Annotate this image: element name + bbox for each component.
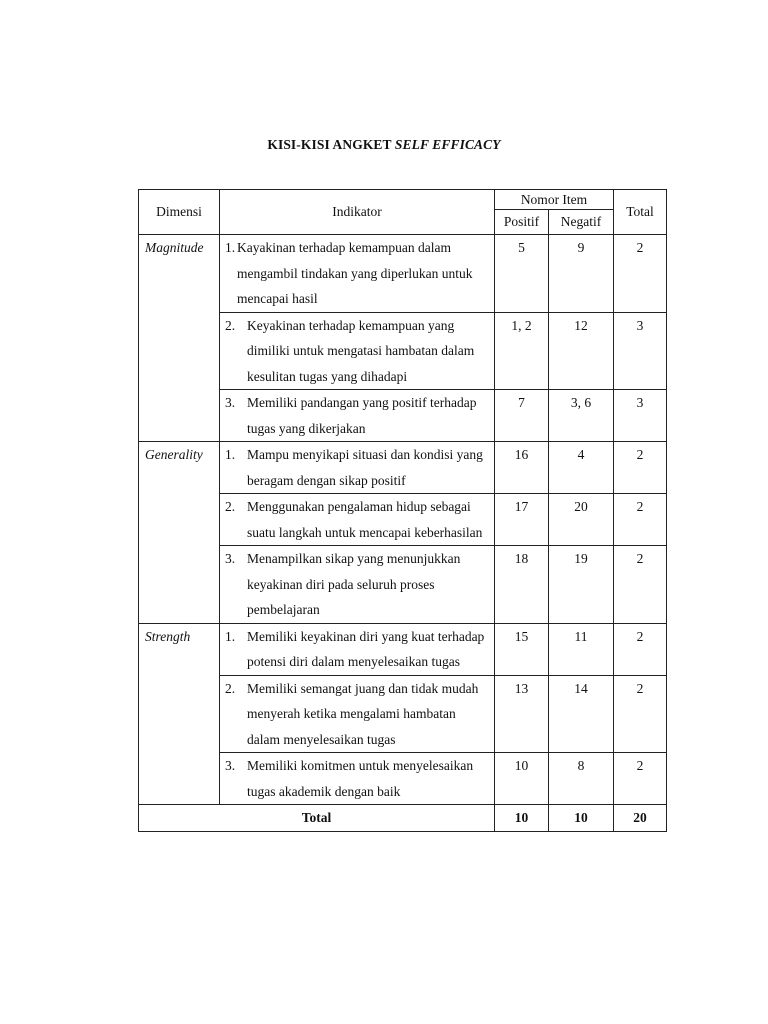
positif-cell: 1, 2 (495, 312, 549, 390)
indicator-number: 1. (225, 240, 236, 255)
total-cell: 2 (614, 675, 667, 753)
indicator-cell (220, 390, 495, 442)
total-cell: 3 (614, 390, 667, 442)
negatif-cell: 12 (549, 312, 614, 390)
indicator-number: 1. (225, 447, 236, 462)
dimension-cell: Strength (139, 623, 220, 805)
indicator-number: 1. (225, 628, 236, 644)
positif-cell: 10 (495, 753, 549, 805)
positif-cell: 7 (495, 390, 549, 442)
indicator-number: 2. (225, 499, 236, 514)
indicator-cell (220, 753, 495, 805)
indicator-text: Menggunakan pengalaman hidup sebagai suatu langkah untuk mencapai keberhasilan (247, 499, 483, 540)
indicator-cell (220, 442, 495, 494)
negatif-cell: 14 (549, 675, 614, 753)
dimension-cell: Generality (139, 442, 220, 624)
negatif-cell: 11 (549, 623, 614, 675)
positif-cell: 17 (495, 494, 549, 546)
indicator-text: Keyakinan terhadap kemampuan yang dimiliki untuk mengatasi hambatan dalam kesulitan tugas yang dihadapi (247, 317, 475, 384)
indicator-cell (220, 235, 495, 313)
header-total: Total (614, 190, 667, 235)
indicator-number: 3. (225, 551, 236, 566)
indicator-text: Memiliki pandangan yang positif terhadap tugas yang dikerjakan (247, 395, 477, 436)
total-positif: 10 (495, 805, 549, 832)
negatif-cell: 3, 6 (549, 390, 614, 442)
negatif-cell: 8 (549, 753, 614, 805)
header-indikator: Indikator (220, 190, 495, 235)
negatif-cell: 20 (549, 494, 614, 546)
table-row (139, 442, 667, 494)
table-row (139, 623, 667, 675)
total-label: Total (139, 805, 495, 832)
indicator-cell (220, 494, 495, 546)
total-total: 20 (614, 805, 667, 832)
dimension-cell: Magnitude (139, 235, 220, 442)
indicator-cell (220, 546, 495, 624)
indicator-cell (220, 675, 495, 753)
total-cell: 2 (614, 623, 667, 675)
total-cell: 3 (614, 312, 667, 390)
indicator-text: Kayakinan terhadap kemampuan dalam mengambil tindakan yang diperlukan untuk mencapai hasil (237, 240, 473, 306)
indicator-number: 3. (225, 758, 236, 773)
indicator-cell (220, 312, 495, 390)
total-row (139, 805, 667, 832)
total-cell: 2 (614, 753, 667, 805)
indicator-number: 2. (225, 317, 236, 333)
positif-cell: 16 (495, 442, 549, 494)
positif-cell: 5 (495, 235, 549, 313)
header-dimensi: Dimensi (139, 190, 220, 235)
indicator-text: Mampu menyikapi situasi dan kondisi yang beragam dengan sikap positif (247, 447, 483, 488)
indicator-number: 2. (225, 680, 236, 696)
positif-cell: 13 (495, 675, 549, 753)
total-negatif: 10 (549, 805, 614, 832)
header-positif: Positif (495, 210, 549, 235)
table-row (139, 235, 667, 313)
total-cell: 2 (614, 546, 667, 624)
total-cell: 2 (614, 235, 667, 313)
kisi-kisi-table (138, 189, 667, 832)
negatif-cell: 19 (549, 546, 614, 624)
header-nomor-item: Nomor Item (495, 190, 614, 210)
positif-cell: 18 (495, 546, 549, 624)
page-title (0, 137, 768, 153)
indicator-cell (220, 623, 495, 675)
negatif-cell: 9 (549, 235, 614, 313)
total-cell: 2 (614, 442, 667, 494)
indicator-number: 3. (225, 395, 236, 410)
header-negatif: Negatif (549, 210, 614, 235)
negatif-cell: 4 (549, 442, 614, 494)
indicator-text: Memiliki komitmen untuk menyelesaikan tugas akademik dengan baik (247, 758, 474, 799)
title-italic: SELF EFFICACY (394, 137, 501, 152)
indicator-text: Menampilkan sikap yang menunjukkan keyakinan diri pada seluruh proses pembelajaran (247, 551, 461, 617)
indicator-text: Memiliki semangat juang dan tidak mudah menyerah ketika mengalami hambatan dalam menyelesaikan tugas (247, 680, 479, 747)
indicator-text: Memiliki keyakinan diri yang kuat terhadap potensi diri dalam menyelesaikan tugas (247, 628, 485, 669)
total-cell: 2 (614, 494, 667, 546)
positif-cell: 15 (495, 623, 549, 675)
title-main: KISI-KISI ANGKET (267, 137, 392, 152)
